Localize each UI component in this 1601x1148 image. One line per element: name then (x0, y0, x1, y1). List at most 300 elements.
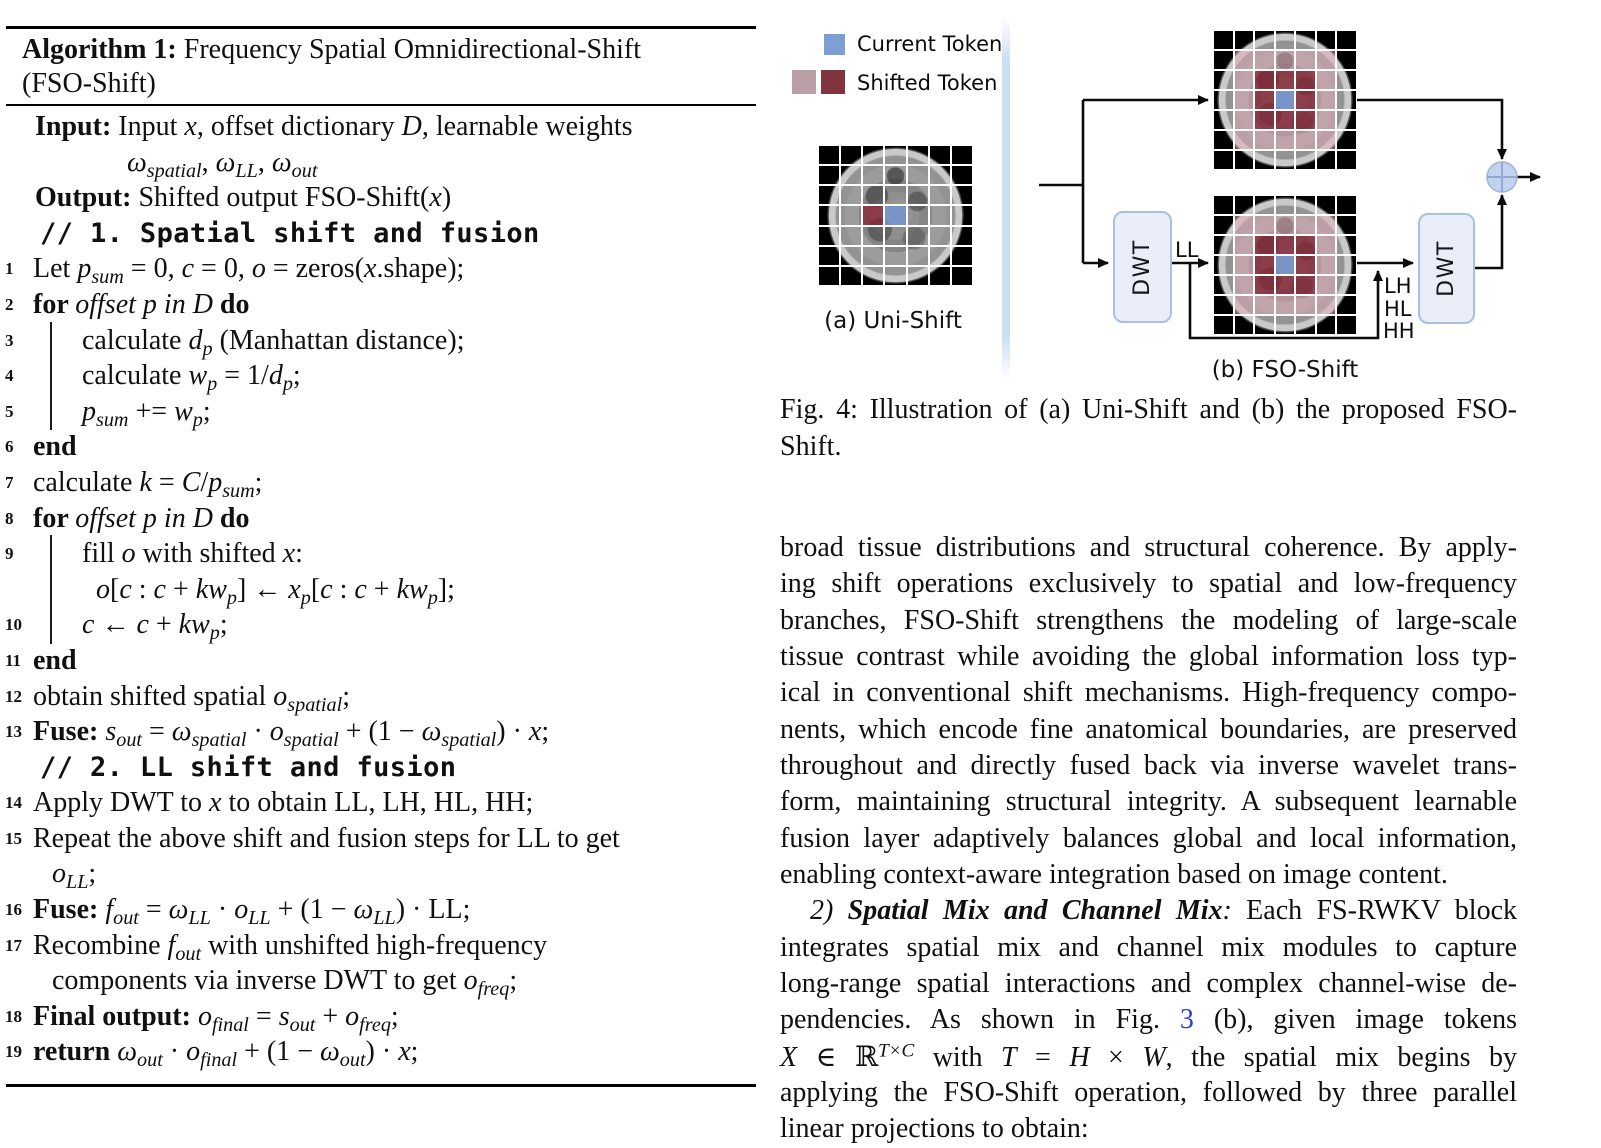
token-cell (1336, 235, 1357, 255)
text-run: Each FS-RWKV block (1231, 895, 1517, 927)
token-cell (1254, 255, 1275, 275)
token-cell (1275, 90, 1296, 110)
token-cell (1275, 295, 1296, 315)
algorithm-line (6, 999, 756, 1035)
text-line (780, 821, 1517, 857)
text-run: ← (94, 609, 137, 641)
text-line (780, 566, 1517, 602)
token-cell (1213, 70, 1234, 90)
text-run: f (105, 894, 114, 926)
text-run: kw (396, 573, 428, 605)
token-cell (1275, 275, 1296, 295)
algorithm-line (6, 785, 756, 821)
legend-label-shifted-token: Shifted Token (857, 71, 998, 95)
token-cell (1254, 50, 1275, 70)
connector-arrows (780, 12, 1601, 394)
text-run: c (320, 573, 333, 605)
text-line (780, 966, 1517, 1002)
fig3-link[interactable]: 3 (1179, 1004, 1194, 1036)
token-cell (1316, 50, 1337, 70)
token-cell (1234, 50, 1255, 70)
text-run: = 0, (123, 253, 182, 285)
text-run: ω (117, 1036, 138, 1068)
text-run: out (289, 1013, 316, 1036)
token-cell (1213, 255, 1234, 275)
text-run: o (186, 1036, 201, 1068)
text-run: components via inverse DWT to get (52, 965, 464, 997)
text-run: × (1089, 1041, 1143, 1073)
text-run: ) · LL; (395, 894, 471, 926)
text-run: ω (127, 146, 147, 178)
text-run: p (427, 586, 438, 609)
text-run: : (131, 573, 154, 605)
text-run: + (315, 1000, 346, 1032)
line-content (6, 429, 756, 465)
text-run: fusion layer adaptively balances global and local information, (780, 822, 1517, 854)
text-run: x (364, 253, 377, 285)
token-cell (1316, 70, 1337, 90)
token-cell (1213, 30, 1234, 50)
text-run: ω (168, 894, 189, 926)
token-cell (1234, 130, 1255, 150)
text-run: x (528, 716, 542, 748)
label-ll: LL (1175, 238, 1199, 262)
algorithm-line (6, 465, 756, 501)
line-content (6, 999, 756, 1035)
line-content (6, 643, 756, 679)
text-line (780, 857, 1517, 893)
line-number: 19 (5, 1042, 22, 1062)
text-run: p (282, 373, 293, 396)
token-cell (1234, 150, 1255, 170)
body-text (780, 530, 1517, 1148)
text-run: f (167, 929, 176, 961)
text-line (780, 893, 1517, 929)
token-cell (1316, 90, 1337, 110)
algorithm-line (6, 928, 756, 964)
text-run: p (208, 466, 223, 498)
label-hl: HL (1384, 297, 1412, 321)
text-run: = (151, 466, 182, 498)
text-run: nents, which encode fine anatomical boundaries, are preserved (780, 713, 1517, 745)
line-content (6, 856, 756, 892)
text-run: ; (254, 466, 263, 498)
text-run: spatial (283, 729, 339, 752)
token-cell (1316, 195, 1337, 215)
text-run: final (200, 1049, 238, 1072)
text-run: p (202, 337, 213, 360)
line-content (6, 750, 756, 786)
line-content (6, 679, 756, 715)
line-content (6, 323, 756, 359)
token-cell (1316, 30, 1337, 50)
text-run: sum (91, 266, 124, 289)
token-cell (1316, 235, 1337, 255)
token-cell (1213, 150, 1234, 170)
token-cell (1336, 70, 1357, 90)
text-run: + (1 − (237, 1036, 320, 1068)
text-run: ω (271, 146, 292, 178)
text-line-content (780, 641, 1517, 672)
text-run: o (273, 680, 288, 712)
text-run: = zeros( (265, 253, 365, 285)
token-cell (1275, 110, 1296, 130)
token-cell (1295, 90, 1316, 110)
text-line (780, 1039, 1517, 1075)
text-run: w (174, 395, 193, 427)
token-cell (1234, 275, 1255, 295)
fusion-add-node (1487, 162, 1517, 192)
line-number: 5 (5, 401, 14, 421)
token-cell (1336, 90, 1357, 110)
line-content (6, 145, 756, 181)
algorithm-title-line2: (FSO-Shift) (22, 68, 156, 99)
line-content (6, 607, 756, 643)
text-run: out (175, 942, 202, 965)
text-run: x (184, 111, 197, 142)
text-run: Fuse: (33, 716, 106, 748)
token-cell (1275, 130, 1296, 150)
text-run: // 2. LL shift and fusion (40, 751, 457, 783)
text-run: with (914, 1041, 1001, 1073)
algorithm-body (6, 106, 756, 1070)
token-cell (1336, 215, 1357, 235)
text-run: LL (66, 871, 89, 894)
text-run: ; (219, 609, 228, 641)
line-content (6, 109, 756, 145)
algorithm-line (6, 216, 756, 252)
algorithm-line (6, 714, 756, 750)
text-line (780, 784, 1517, 820)
token-cell (1295, 195, 1316, 215)
text-run: sum (96, 408, 129, 431)
text-run: x (398, 1036, 411, 1068)
text-line (780, 1075, 1517, 1111)
text-line (780, 1111, 1517, 1147)
text-run: out (339, 1049, 366, 1072)
text-run: x (282, 538, 296, 570)
algorithm-line (6, 572, 756, 608)
text-run: long-range spatial interactions and complex channel-wise de- (780, 967, 1517, 999)
text-run: ω (421, 716, 442, 748)
text-run: / (200, 466, 209, 498)
text-run: ; (541, 716, 550, 748)
text-run: = (1016, 1041, 1070, 1073)
text-run: to obtain LL, LH, HL, HH; (221, 787, 534, 819)
text-line-content (780, 823, 1517, 854)
line-content (6, 216, 756, 252)
algorithm-title-line1: Algorithm 1: Frequency Spatial Omnidirectional-Shift (22, 34, 641, 65)
text-run: p (226, 586, 237, 609)
text-run: Output: (35, 182, 132, 214)
text-line-content (780, 1004, 1517, 1035)
text-run: = (142, 716, 172, 748)
text-run: Shift. (780, 430, 842, 462)
text-run: p (192, 408, 203, 431)
token-cell (1254, 70, 1275, 90)
text-run: .shape); (376, 253, 465, 285)
token-cell (1234, 315, 1255, 335)
text-run: = 0, (194, 253, 252, 285)
text-run: d (268, 360, 283, 392)
text-run: , the spatial mix begins by (1165, 1041, 1518, 1073)
dwt-block-label: DWT (1130, 238, 1156, 296)
token-cell (1295, 70, 1316, 90)
token-cell (1234, 215, 1255, 235)
text-run: o (251, 253, 266, 285)
text-line-content (780, 394, 1517, 425)
text-run: T (1000, 1041, 1017, 1073)
token-cell (1275, 30, 1296, 50)
text-run: ing shift operations exclusively to spatial and low-frequency (780, 568, 1517, 600)
dwt-block-label: DWT (1434, 240, 1460, 297)
text-run: , learnable weights (421, 111, 633, 142)
text-run: H (1069, 1041, 1090, 1073)
text-run: 2) (810, 895, 848, 927)
token-cell (1336, 195, 1357, 215)
text-run: , offset dictionary (196, 111, 402, 142)
token-cell (1295, 275, 1316, 295)
text-run: spatial (146, 159, 202, 182)
text-run: [ (110, 573, 120, 605)
token-cell (1275, 235, 1296, 255)
algorithm-line (6, 1034, 756, 1070)
token-cell (1213, 215, 1234, 235)
text-run: spatial (441, 729, 497, 752)
text-run: obtain shifted spatial (33, 680, 274, 712)
text-run: kw (178, 609, 210, 641)
token-cell (1254, 275, 1275, 295)
text-line (780, 530, 1517, 566)
text-run: applying the FSO-Shift operation, followed by three parallel (780, 1076, 1517, 1108)
text-run: c (136, 609, 149, 641)
algorithm-line (6, 607, 756, 643)
line-number: 13 (5, 722, 22, 742)
token-cell (1254, 295, 1275, 315)
token-cell (1213, 275, 1234, 295)
algorithm-line (6, 180, 756, 216)
text-run: with shifted (135, 538, 283, 570)
text-run: Recombine (33, 929, 168, 961)
line-content (6, 501, 756, 537)
dwt-block-inverse (1418, 213, 1475, 324)
algorithm-line (6, 821, 756, 857)
token-cell (1254, 195, 1275, 215)
text-run: : (332, 573, 355, 605)
text-run: d (188, 324, 203, 356)
text-run: Repeat the above shift and fusion steps for LL to get (33, 822, 620, 854)
algorithm-box (6, 0, 756, 1087)
text-run: + (1 − (338, 716, 422, 748)
figure-caption (780, 392, 1517, 465)
text-run: C (181, 466, 201, 498)
line-content (6, 572, 756, 608)
token-cell (1295, 215, 1316, 235)
line-content (6, 287, 756, 323)
token-cell (1254, 90, 1275, 110)
text-run: ; (410, 1036, 419, 1068)
text-run: ω (215, 146, 236, 178)
line-content (6, 536, 756, 572)
algorithm-line (6, 145, 756, 181)
line-number: 6 (5, 437, 14, 457)
line-number: 2 (5, 294, 14, 314)
line-number: 3 (5, 330, 14, 350)
text-run: ]; (437, 573, 455, 605)
token-cell (1316, 295, 1337, 315)
text-run: Let (33, 253, 78, 285)
text-run: ) (441, 182, 452, 214)
text-run: integrates spatial mix and channel mix modules to capture (780, 931, 1517, 963)
text-run: D (401, 111, 422, 142)
text-run: fill (82, 538, 122, 570)
text-run: sum (222, 479, 255, 502)
text-run: with unshifted high-frequency (201, 929, 548, 961)
token-cell (1254, 315, 1275, 335)
text-run: ; (202, 395, 211, 427)
token-cell (1213, 235, 1234, 255)
text-run: throughout and directly fused back via inverse wavelet trans- (780, 749, 1517, 781)
line-number: 12 (5, 686, 22, 706)
token-cell (1336, 295, 1357, 315)
text-run: s (105, 716, 117, 748)
token-cell (1295, 315, 1316, 335)
text-line (780, 930, 1517, 966)
line-content (6, 465, 756, 501)
token-cell (1213, 295, 1234, 315)
text-run: Fig. 4: Illustration of (a) Uni-Shift and (b) the proposed FSO- (780, 394, 1517, 425)
text-line (780, 675, 1517, 711)
line-number: 17 (5, 935, 22, 955)
text-run: o (197, 1000, 212, 1032)
token-cell (1254, 215, 1275, 235)
line-content (6, 714, 756, 750)
text-run: freq (359, 1013, 391, 1036)
text-run: // 1. Spatial shift and fusion (40, 217, 540, 249)
token-cell (1316, 215, 1337, 235)
token-cell (1275, 315, 1296, 335)
text-run: Apply DWT to (33, 787, 210, 819)
text-run: p (209, 622, 220, 645)
text-run: o (234, 894, 249, 926)
text-run: LL (235, 159, 258, 182)
text-run: form, maintaining structural integrity. A subsequent learnable (780, 786, 1517, 818)
text-run: spatial (287, 693, 343, 716)
text-run: p (82, 395, 96, 427)
text-run: ω (171, 716, 192, 748)
token-cell (1234, 255, 1255, 275)
token-cell (1213, 130, 1234, 150)
text-run: s (278, 1000, 290, 1032)
line-content (6, 180, 756, 216)
text-run: [ (310, 573, 321, 605)
text-run: final (211, 1013, 249, 1036)
token-cell (1336, 30, 1357, 50)
token-cell (1295, 30, 1316, 50)
label-lh: LH (1384, 274, 1412, 298)
line-content (6, 1034, 756, 1070)
line-number: 10 (5, 615, 22, 635)
text-line-content (780, 932, 1517, 963)
text-line-content (780, 568, 1517, 599)
line-content (6, 358, 756, 394)
line-number: 7 (5, 472, 14, 492)
text-run: c (153, 573, 166, 605)
text-run: ℝ (854, 1039, 879, 1073)
text-run: ; (390, 1000, 399, 1032)
text-line-content (780, 1039, 1518, 1073)
figure-4 (780, 12, 1601, 394)
token-cell (1275, 255, 1296, 275)
algorithm-line (6, 394, 756, 430)
text-run: kw (195, 573, 227, 605)
text-line (780, 712, 1517, 748)
algorithm-line (6, 109, 756, 145)
text-line-content (780, 750, 1517, 781)
text-line-content (780, 1113, 1089, 1144)
text-run: : (295, 538, 303, 570)
text-run: += (128, 395, 175, 427)
algorithm-number: Algorithm 1: (22, 34, 177, 65)
text-run: do (212, 288, 250, 320)
text-run: o (96, 573, 110, 605)
token-cell (1316, 130, 1337, 150)
text-run: c (181, 253, 195, 285)
algorithm-line (6, 963, 756, 999)
token-cell (1336, 50, 1357, 70)
token-cell (1234, 195, 1255, 215)
fso-shift-cells-spatial (1213, 30, 1357, 170)
line-number: 8 (5, 508, 14, 528)
text-run: calculate (82, 324, 189, 356)
text-line-content (780, 605, 1517, 636)
text-run: o (345, 1000, 360, 1032)
token-cell (1275, 150, 1296, 170)
text-line (780, 1002, 1517, 1038)
fso-shift-grid-ll (1213, 195, 1357, 335)
token-cell (1275, 70, 1296, 90)
text-run: x (209, 787, 222, 819)
line-number: 1 (5, 259, 14, 279)
text-run: + (165, 573, 196, 605)
token-cell (1213, 110, 1234, 130)
text-run: : (1222, 895, 1232, 927)
text-line-content (780, 786, 1517, 817)
token-cell (1254, 150, 1275, 170)
line-number: 4 (5, 366, 14, 386)
algorithm-line (6, 358, 756, 394)
text-run: ∈ (797, 1041, 855, 1073)
text-run: o (52, 858, 66, 890)
text-run: Final output: (33, 1000, 198, 1032)
token-cell (1213, 315, 1234, 335)
algorithm-title (6, 29, 756, 104)
dwt-block-forward (1113, 211, 1172, 323)
text-run: + (366, 573, 397, 605)
text-run: c (119, 573, 132, 605)
text-run: = (248, 1000, 279, 1032)
algorithm-line (6, 287, 756, 323)
text-run: W (1142, 1041, 1166, 1073)
token-cell (1275, 50, 1296, 70)
text-line-content (810, 895, 1517, 926)
text-run: for (33, 288, 76, 320)
algorithm-line (6, 536, 756, 572)
token-cell (1234, 70, 1255, 90)
algorithm-line (6, 251, 756, 287)
line-content (6, 394, 756, 430)
token-cell (1254, 235, 1275, 255)
